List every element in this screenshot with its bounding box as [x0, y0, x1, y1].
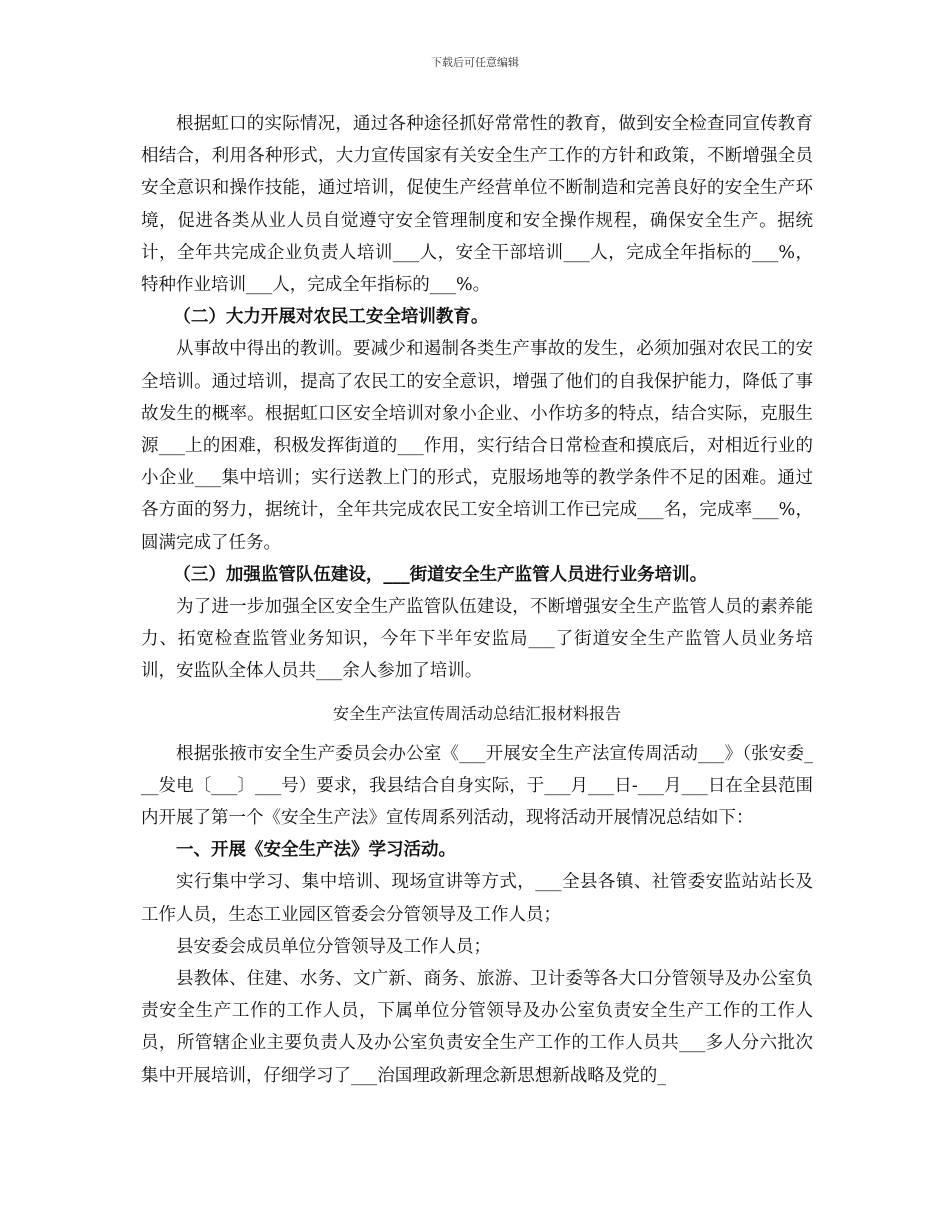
paragraph-training-stats: 根据虹口的实际情况，通过各种途径抓好常常性的教育，做到安全检查同宣传教育相结合，利用各种形式，大力宣传国家有关安全生产工作的方针和政策，不断增强全员安全意识和操作技能，通过培训，促使生产经营单位不断制造和完善良好的安全生产环境，促进各类从业人员自觉遵守安全管理制度和安全操作规程，确保安全生产。据统计，全年共完成企业负责人培训___人，安全干部培训___人，完成全年指标的___%，特种作业培训___人，完成全年指标的___%。 [141, 114, 813, 296]
page-header-note: 下载后可任意编辑 [431, 56, 519, 69]
heading-migrant-worker-training: （二）大力开展对农民工安全培训教育。 [173, 307, 489, 328]
heading-law-study: 一、开展《安全生产法》学习活动。 [176, 840, 456, 861]
paragraph-law-study-methods: 实行集中学习、集中培训、现场宣讲等方式，___全县各镇、社管委安监站站长及工作人员，生态工业园区管委会分管领导及工作人员； [141, 872, 813, 925]
paragraph-committee-members: 县安委会成员单位分管领导及工作人员； [176, 936, 491, 957]
paragraph-migrant-worker-training: 从事故中得出的教训。要减少和遏制各类生产事故的发生，必须加强对农民工的安全培训。通过培训，提高了农民工的安全意识，增强了他们的自我保护能力，降低了事故发生的概率。根据虹口区安全培训对象小企业、小作坊多的特点，结合实际，克服生源___上的困难，积极发挥街道的___作用，实行结合日常检查和摸底后，对相近行业的小企业___集中培训；实行送教上门的形式，克服场地等的教学条件不足的困难。通过各方面的努力，据统计，全年共完成农民工安全培训工作已完成___名，完成率___%，圆满完成了任务。 [141, 339, 813, 553]
paragraph-supervision-team: 为了进一步加强全区安全生产监管队伍建设，不断增强安全生产监管人员的素养能力、拓宽检查监管业务知识，今年下半年安监局___了街道安全生产监管人员业务培训，安监队全体人员共___余人参加了培训。 [141, 597, 813, 682]
report-title: 安全生产法宣传周活动总结汇报材料报告 [332, 703, 621, 723]
paragraph-report-intro: 根据张掖市安全生产委员会办公室《___开展安全生产法宣传周活动___》（张安委___发电〔___〕___号）要求，我县结合自身实际，于___月___日-___月___日在全县范围内开展了第一个《安全生产法》宣传周系列活动，现将活动开展情况总结如下： [141, 743, 813, 829]
heading-supervision-team: （三）加强监管队伍建设，___街道安全生产监管人员进行业务培训。 [173, 564, 708, 585]
document-body [141, 108, 813, 1092]
paragraph-department-staff: 县教体、住建、水务、文广新、商务、旅游、卫计委等各大口分管领导及办公室负责安全生产工作的工作人员，下属单位分管领导及办公室负责安全生产工作的工作人员，所管辖企业主要负责人及办公室负责安全生产工作的工作人员共___多人分六批次集中开展培训，仔细学习了___治国理政新理念新思想新战略及党的_ [141, 969, 813, 1086]
